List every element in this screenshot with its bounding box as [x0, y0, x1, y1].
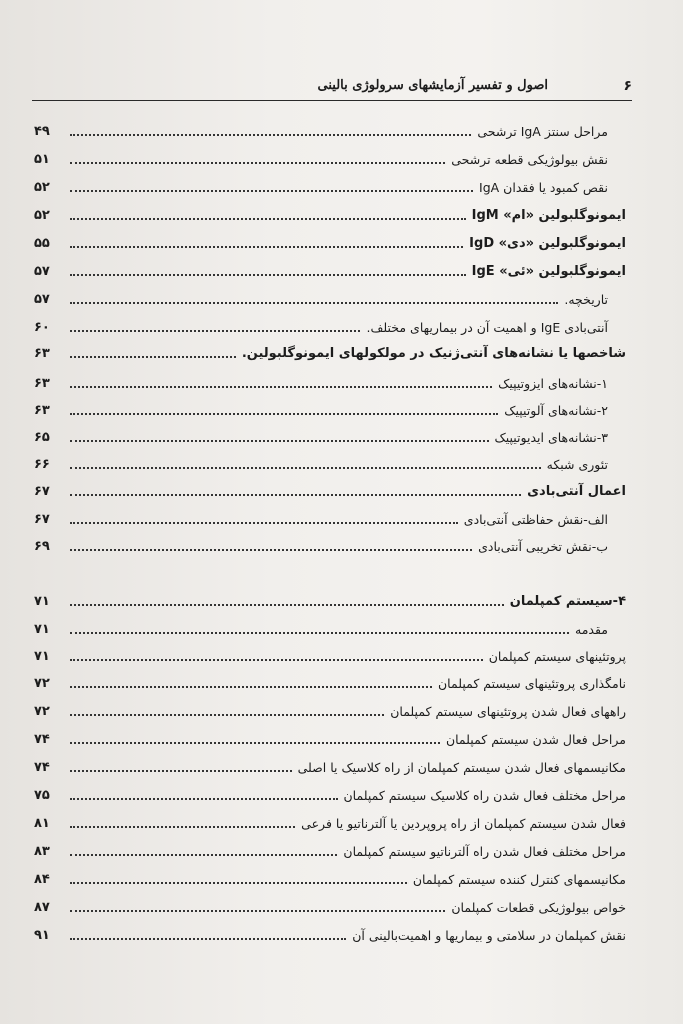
toc-entry-page: ۵۷	[34, 263, 50, 279]
dot-leader	[70, 770, 292, 772]
toc-entry	[34, 230, 626, 256]
toc-entry-page: ۶۶	[34, 456, 50, 472]
toc-entry	[34, 202, 626, 228]
dot-leader	[70, 826, 295, 828]
dot-leader	[70, 714, 384, 716]
toc-entry-page: ۶۵	[34, 429, 50, 445]
toc-entry	[34, 397, 626, 423]
toc-entry-title: نقش کمپلمان در سلامتی و بیماریها و اهمیت‌بالینی آن	[352, 927, 626, 943]
toc-entry	[34, 478, 626, 504]
toc-entry	[34, 726, 626, 752]
toc-entry-title: ایمونوگلبولین «دی» IgD	[469, 235, 626, 251]
dot-leader	[70, 882, 407, 884]
toc-entry-title: راههای فعال شدن پروتئینهای سیستم کمپلمان	[390, 703, 626, 719]
toc-entry-title: مکانیسمهای کنترل کننده سیستم کمپلمان	[412, 871, 626, 887]
toc-entry-title: پروتئینهای سیستم کمپلمان	[488, 648, 626, 664]
dot-leader	[70, 742, 440, 744]
toc-entry-title: مراحل مختلف فعال شدن راه کلاسیک سیستم کمپلمان	[343, 787, 626, 803]
toc-entry	[34, 838, 626, 864]
dot-leader	[70, 246, 463, 248]
toc-entry	[34, 866, 626, 892]
toc-entry-title: ۱-نشانه‌های ایزوتیپیک	[498, 375, 608, 391]
toc-entry-page: ۶۳	[34, 402, 50, 418]
toc-entry-page: ۸۷	[34, 899, 50, 915]
toc-entry	[34, 670, 626, 696]
toc-entry-title: تئوری شبکه	[546, 456, 608, 472]
dot-leader	[70, 938, 346, 940]
toc-entry	[34, 643, 626, 669]
toc-entry-page: ۶۳	[34, 375, 50, 391]
toc-entry	[34, 894, 626, 920]
toc-entry-page: ۷۲	[34, 703, 50, 719]
toc-entry	[34, 588, 626, 614]
toc-entry-title: مراحل مختلف فعال شدن راه آلترناتیو سیستم کمپلمان	[343, 843, 626, 859]
toc-entry-title: تاریخچه.	[564, 291, 608, 307]
toc-entry	[34, 810, 626, 836]
toc-entry-page: ۸۴	[34, 871, 50, 887]
running-header	[32, 76, 632, 101]
toc-entry-page: ۷۲	[34, 675, 50, 691]
toc-entry-title: ایمونوگلبولین «ئی» IgE	[471, 263, 626, 279]
dot-leader	[70, 549, 472, 551]
toc-entry-page: ۴۹	[34, 123, 50, 139]
toc-entry-page: ۶۷	[34, 483, 50, 499]
toc-entry-title: شاخصها یا نشانه‌های آنتی‌ژنیک در مولکولهای ایمونوگلبولین.	[241, 345, 626, 361]
toc-entry-title: ۳-نشانه‌های ایدیوتیپیک	[494, 429, 608, 445]
toc-entry-title: مکانیسمهای فعال شدن سیستم کمپلمان از راه کلاسیک یا اصلی	[297, 759, 626, 775]
toc-entry-page: ۵۱	[34, 151, 50, 167]
toc-entry	[34, 314, 626, 340]
toc-entry-page: ۷۱	[34, 593, 50, 609]
dot-leader	[70, 632, 569, 634]
dot-leader	[70, 798, 338, 800]
dot-leader	[70, 686, 432, 688]
toc-entry-page: ۵۲	[34, 207, 50, 223]
toc-entry-title: اعمال آنتی‌بادی	[527, 483, 626, 499]
dot-leader	[70, 440, 489, 442]
toc-entry-page: ۵۷	[34, 291, 50, 307]
dot-leader	[70, 134, 471, 136]
toc-entry	[34, 782, 626, 808]
toc-entry	[34, 424, 626, 450]
toc-entry-page: ۸۱	[34, 815, 50, 831]
page-number: ۶	[623, 78, 632, 94]
dot-leader	[70, 413, 498, 415]
toc-entry	[34, 370, 626, 396]
toc-entry	[34, 286, 626, 312]
toc-entry-title: مراحل فعال شدن سیستم کمپلمان	[445, 731, 626, 747]
toc-entry-title: الف-نقش حفاظتی آنتی‌بادی	[463, 511, 608, 527]
dot-leader	[70, 522, 458, 524]
toc-entry-page: ۷۵	[34, 787, 50, 803]
dot-leader	[70, 274, 466, 276]
toc-entry-page: ۷۱	[34, 621, 50, 637]
toc-entry	[34, 451, 626, 477]
toc-entry	[34, 258, 626, 284]
toc-entry-title: آنتی‌بادی IgE و اهمیت آن در بیماریهای مختلف.	[366, 319, 608, 335]
dot-leader	[70, 604, 504, 606]
dot-leader	[70, 854, 337, 856]
header-title: اصول و تفسیر آزمایشهای سرولوژی بالینی	[317, 78, 548, 93]
toc-entry-page: ۶۳	[34, 345, 50, 361]
toc-entry-page: ۸۳	[34, 843, 50, 859]
toc-entry-title: نقش بیولوژیکی قطعه ترشحی	[451, 151, 608, 167]
dot-leader	[70, 190, 473, 192]
toc-entry-page: ۶۰	[34, 319, 50, 335]
dot-leader	[70, 467, 541, 469]
toc-entry-title: خواص بیولوژیکی قطعات کمپلمان	[451, 899, 626, 915]
toc-entry-title: فعال شدن سیستم کمپلمان از راه پروپردین یا آلترناتیو یا فرعی	[301, 815, 626, 831]
dot-leader	[70, 162, 445, 164]
toc-entry-title: ۴-سیستم کمپلمان	[509, 593, 626, 609]
toc-entry-page: ۵۵	[34, 235, 50, 251]
toc-entry-title: نامگذاری پروتئینهای سیستم کمپلمان	[437, 675, 626, 691]
dot-leader	[70, 330, 360, 332]
toc-entry	[34, 174, 626, 200]
toc-entry-title: ایمونوگلبولین «ام» IgM	[471, 207, 626, 223]
dot-leader	[70, 356, 236, 358]
toc-entry-title: نقص کمبود یا فقدان IgA	[479, 179, 608, 195]
toc-entry-title: ب-نقش تخریبی آنتی‌بادی	[478, 538, 608, 554]
toc-entry	[34, 754, 626, 780]
toc-entry-page: ۶۷	[34, 511, 50, 527]
toc-entry-title: مقدمه	[575, 621, 608, 637]
toc-entry-page: ۷۱	[34, 648, 50, 664]
toc-entry-page: ۷۴	[34, 731, 50, 747]
toc-entry	[34, 533, 626, 559]
dot-leader	[70, 494, 521, 496]
toc-entry-title: ۲-نشانه‌های آلوتیپیک	[504, 402, 608, 418]
toc-entry-page: ۷۴	[34, 759, 50, 775]
toc-entry-title: مراحل سنتز IgA ترشحی	[477, 123, 608, 139]
toc-entry	[34, 118, 626, 144]
dot-leader	[70, 302, 558, 304]
toc-entry-page: ۹۱	[34, 927, 50, 943]
toc-entry-page: ۶۹	[34, 538, 50, 554]
toc-entry	[34, 146, 626, 172]
dot-leader	[70, 910, 445, 912]
dot-leader	[70, 218, 466, 220]
toc-entry	[34, 340, 626, 366]
toc-entry	[34, 616, 626, 642]
toc-entry-page: ۵۲	[34, 179, 50, 195]
dot-leader	[70, 659, 483, 661]
dot-leader	[70, 386, 492, 388]
toc-entry	[34, 922, 626, 948]
toc-entry	[34, 698, 626, 724]
toc-entry	[34, 506, 626, 532]
